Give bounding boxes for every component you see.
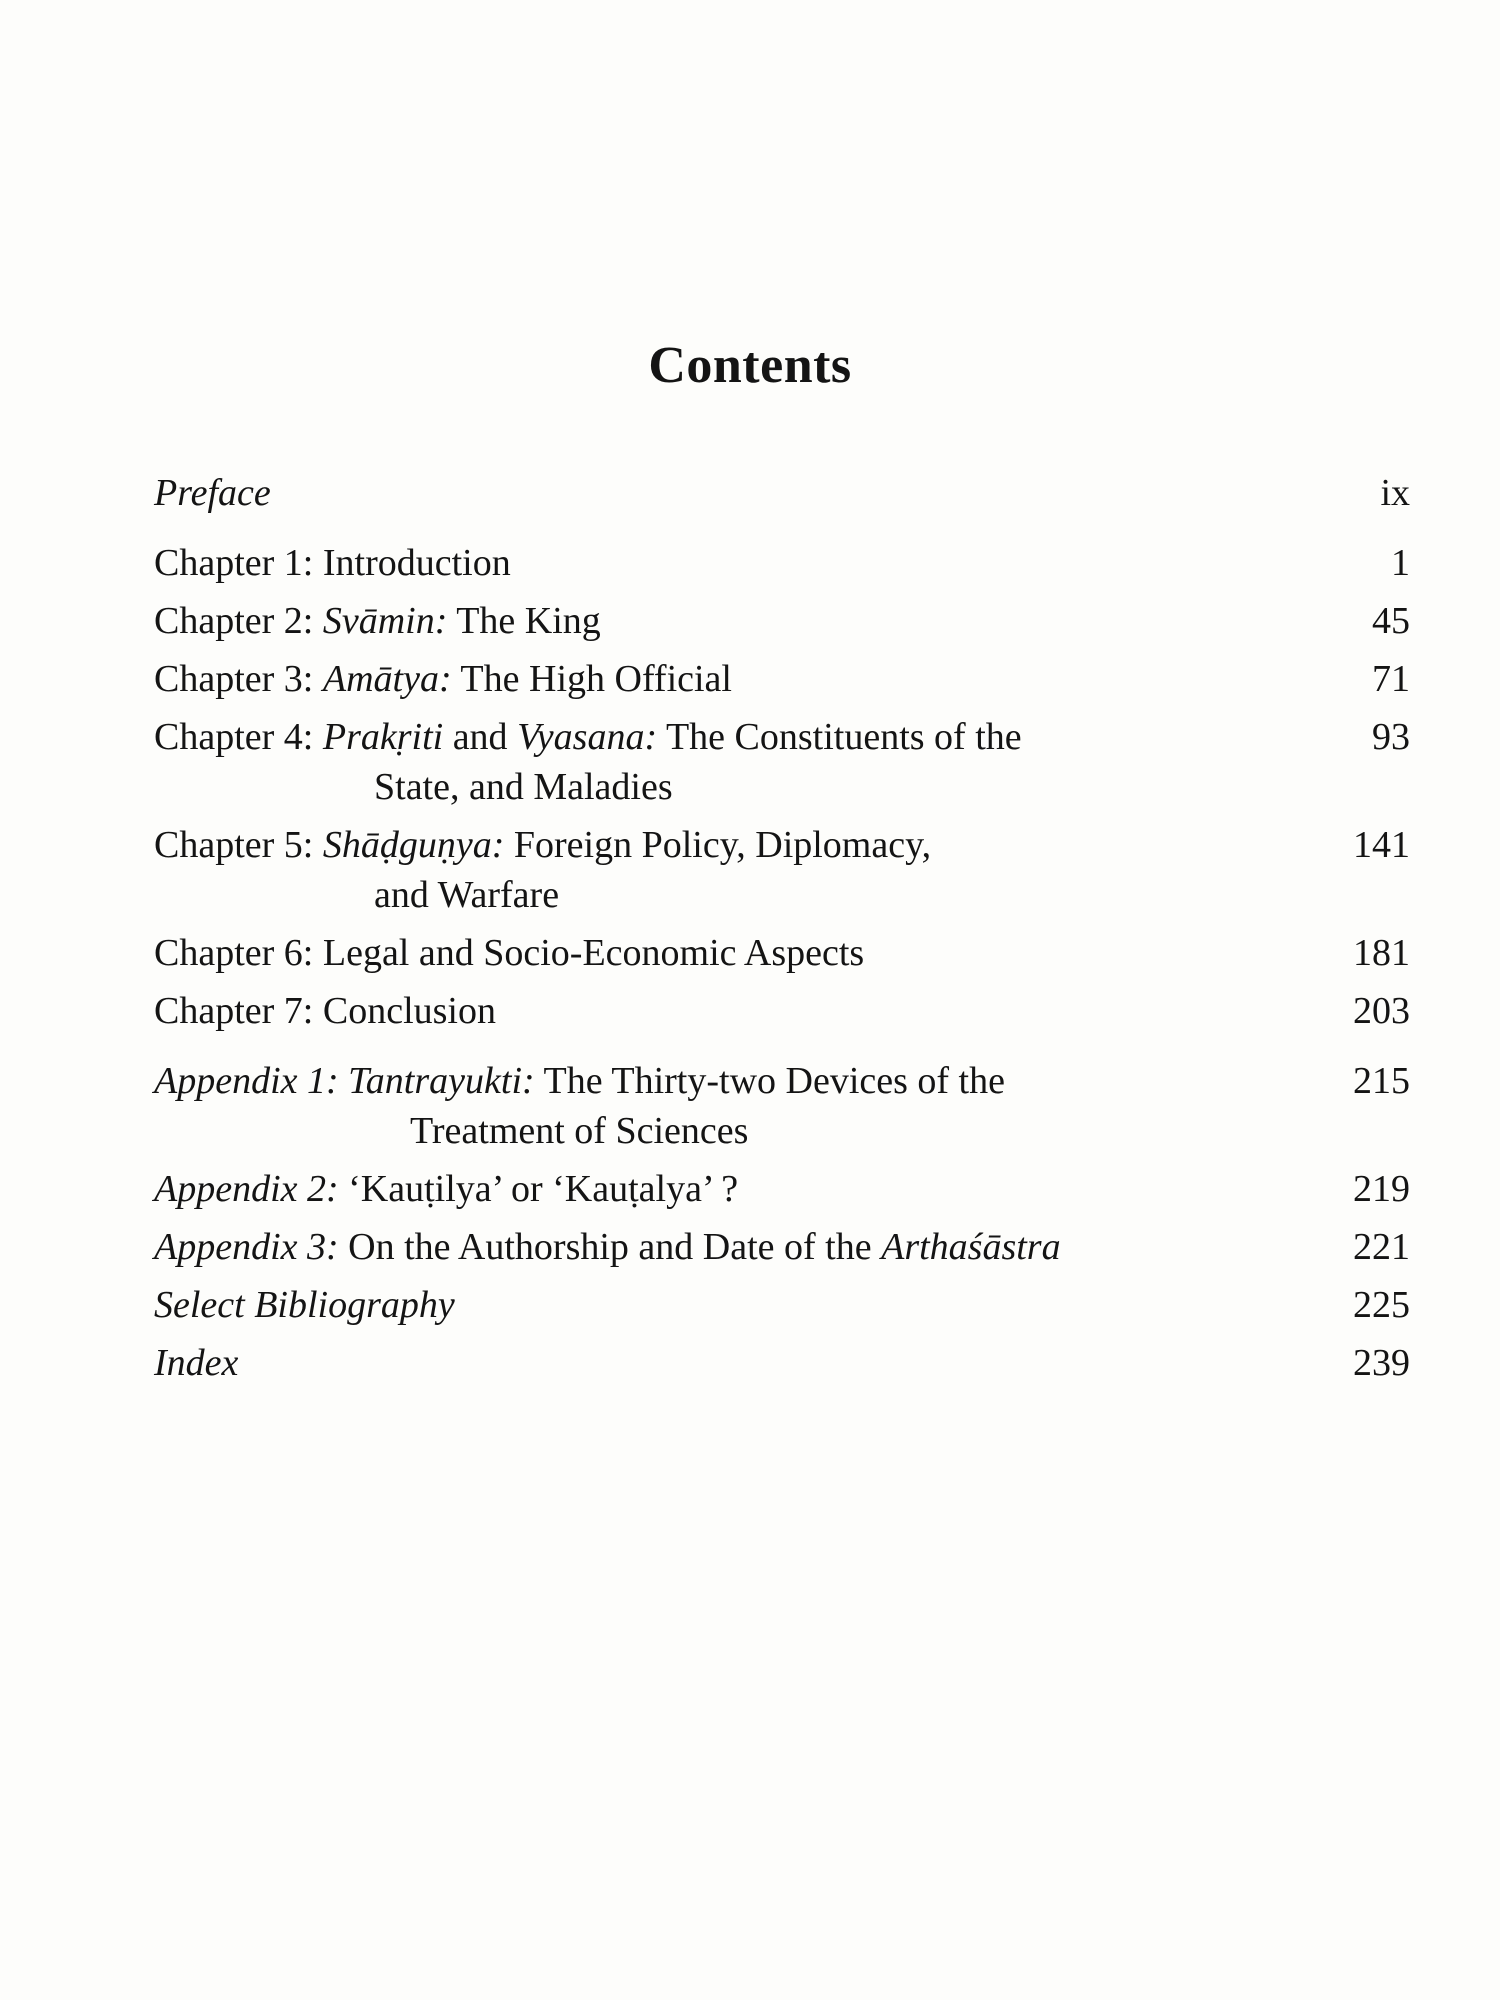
toc-entry-prefix: Chapter 6: [154, 932, 314, 974]
toc-entry-prefix: Chapter 5: [154, 824, 314, 866]
toc-entry-appendix-1[interactable] [154, 1056, 1410, 1156]
toc-entry-italic-term: Prakṛiti [322, 716, 444, 758]
toc-entry-title-continued: Treatment of Sciences [410, 1110, 749, 1152]
toc-entry-title: The High Official [460, 658, 732, 700]
toc-entry-chapter-6[interactable] [154, 928, 1410, 978]
table-of-contents [154, 468, 1410, 1388]
toc-page-number: 71 [1372, 658, 1410, 700]
toc-entry-title: The King [456, 600, 601, 642]
toc-entry-prefix: Chapter 4: [154, 716, 314, 758]
toc-entry-title: Introduction [322, 542, 511, 584]
toc-entry-italic-term: Amātya: [322, 658, 452, 700]
toc-entry-label: Select Bibliography [154, 1284, 455, 1326]
toc-page-number: 219 [1353, 1168, 1410, 1210]
toc-entry-index[interactable] [154, 1338, 1410, 1388]
toc-page-number: 221 [1353, 1226, 1410, 1268]
toc-entry-title-continued: State, and Maladies [374, 766, 673, 808]
toc-entry-chapter-3[interactable] [154, 654, 1410, 704]
toc-entry-title: On the Authorship and Date of the [348, 1226, 872, 1268]
toc-entry-prefix: Chapter 7: [154, 990, 314, 1032]
toc-page-number: 1 [1391, 542, 1410, 584]
toc-entry-bibliography[interactable] [154, 1280, 1410, 1330]
toc-entry-chapter-2[interactable] [154, 596, 1410, 646]
toc-entry-italic-term: Shāḍguṇya: [322, 824, 505, 866]
toc-entry-appendix-2[interactable] [154, 1164, 1410, 1214]
toc-entry-connector: and [452, 716, 508, 758]
toc-entry-chapter-5[interactable] [154, 820, 1410, 920]
toc-entry-title: The Thirty-two Devices of the [543, 1060, 1005, 1102]
toc-page-number: 203 [1353, 990, 1410, 1032]
toc-entry-title: Legal and Socio-Economic Aspects [322, 932, 865, 974]
toc-entry-italic-term: Arthaśāstra [881, 1226, 1061, 1268]
toc-entry-italic-term: Vyasana: [517, 716, 658, 758]
toc-entry-chapter-7[interactable] [154, 986, 1410, 1036]
toc-entry-title: ‘Kauṭilya’ or ‘Kauṭalya’ ? [348, 1168, 739, 1210]
toc-page-number: 239 [1353, 1342, 1410, 1384]
toc-entry-title-continued: and Warfare [374, 874, 560, 916]
toc-entry-prefix: Chapter 2: [154, 600, 314, 642]
toc-page-number: ix [1380, 472, 1410, 514]
toc-page-number: 215 [1353, 1060, 1410, 1102]
toc-entry-prefix: Appendix 1: [154, 1060, 339, 1102]
toc-entry-appendix-3[interactable] [154, 1222, 1410, 1272]
toc-page-number: 225 [1353, 1284, 1410, 1326]
toc-page-number: 93 [1372, 716, 1410, 758]
toc-page-number: 141 [1353, 824, 1410, 866]
toc-entry-title: Foreign Policy, Diplomacy, [513, 824, 932, 866]
toc-entry-prefix: Chapter 1: [154, 542, 314, 584]
toc-entry-italic-term: Tantrayukti: [348, 1060, 535, 1102]
toc-entry-chapter-4[interactable] [154, 712, 1410, 812]
toc-entry-title: Conclusion [322, 990, 496, 1032]
toc-entry-label: Preface [154, 472, 271, 514]
page-title: Contents [648, 337, 852, 394]
toc-entry-chapter-1[interactable] [154, 538, 1410, 588]
toc-entry-label: Index [154, 1342, 239, 1384]
toc-entry-preface[interactable] [154, 468, 1410, 518]
toc-entry-title: The Constituents of the [665, 716, 1022, 758]
toc-entry-italic-term: Svāmin: [322, 600, 448, 642]
toc-entry-prefix: Appendix 3: [154, 1226, 339, 1268]
toc-entry-prefix: Chapter 3: [154, 658, 314, 700]
toc-page-number: 181 [1353, 932, 1410, 974]
toc-entry-prefix: Appendix 2: [154, 1168, 339, 1210]
toc-page-number: 45 [1372, 600, 1410, 642]
